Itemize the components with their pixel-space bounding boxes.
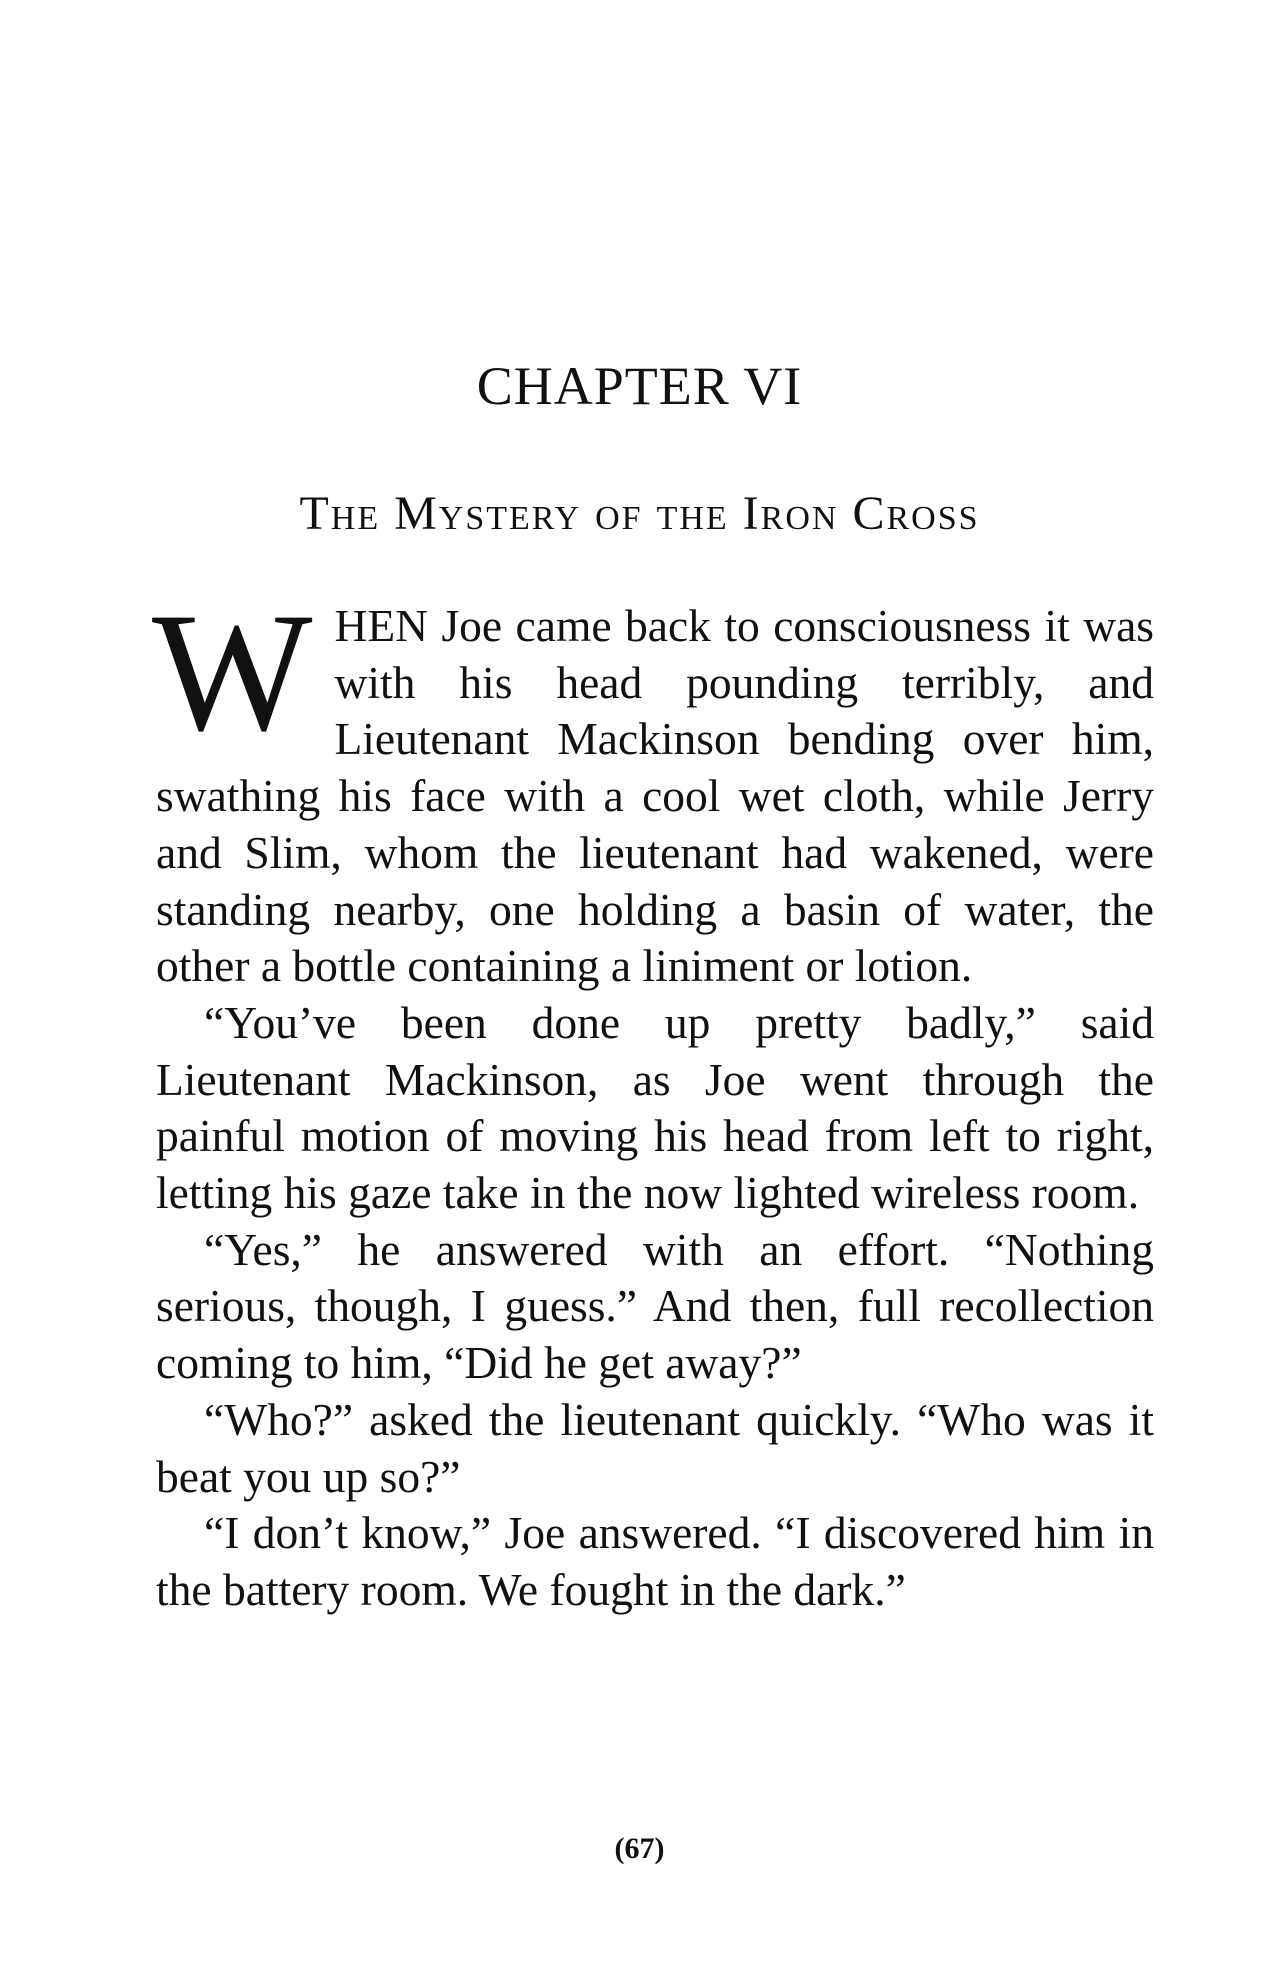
chapter-title: The Mystery of the Iron Cross (299, 487, 980, 540)
page-number: (67) (614, 1832, 665, 1865)
paragraph-1-text: HEN Joe came back to consciousness it was with his head pounding terribly, and Lieutenant Mackinson bending over him, swathing his face with a cool wet cloth, while Jerry and Slim, whom the lieutenant had wakened, were standing nearby, one holding a basin of water, the other a bottle containing a liniment or lotion. (156, 600, 1154, 992)
paragraph-3: “Yes,” he answered with an effort. “Nothing serious, though, I guess.” And then, full recollection coming to him, “Did he get away?” (156, 1223, 1154, 1389)
paragraph-5: “I don’t know,” Joe answered. “I discovered him in the battery room. We fought in the dark.” (156, 1507, 1154, 1615)
paragraph-2: “You’ve been done up pretty badly,” said Lieutenant Mackinson, as Joe went through the painful motion of moving his head from left to right, letting his gaze take in the now lighted wireless room. (156, 996, 1154, 1219)
paragraph-4: “Who?” asked the lieutenant quickly. “Who was it beat you up so?” (156, 1393, 1154, 1502)
chapter-body (152, 578, 1154, 1619)
drop-cap: W (152, 578, 313, 766)
chapter-number: CHAPTER VI (476, 356, 803, 416)
paragraph-1 (152, 578, 1154, 995)
